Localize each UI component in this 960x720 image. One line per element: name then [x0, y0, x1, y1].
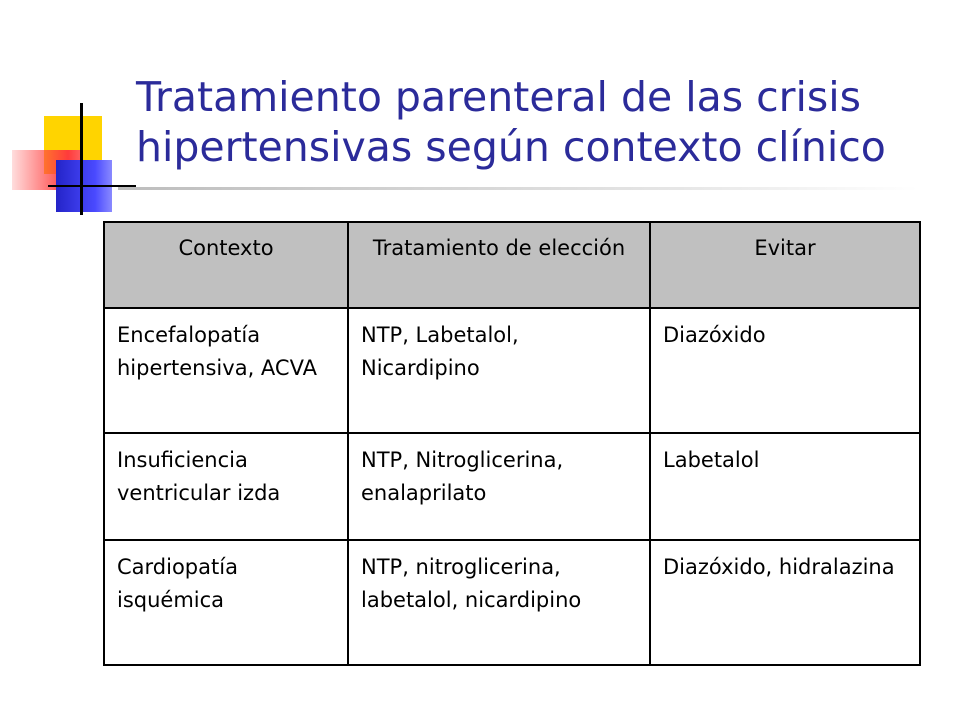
header-evitar: Evitar	[650, 222, 920, 308]
slide-title-line-1: Tratamiento parenteral de las crisis	[136, 73, 862, 121]
table-row	[104, 540, 920, 665]
cell-evitar: Labetalol	[650, 433, 920, 540]
slide-title-line-2: hipertensivas según contexto clínico	[136, 123, 886, 171]
header-tratamiento: Tratamiento de elección	[348, 222, 650, 308]
cell-contexto: Insuficiencia ventricular izda	[104, 433, 348, 540]
slide-title	[136, 72, 936, 172]
cell-contexto: Cardiopatía isquémica	[104, 540, 348, 665]
cell-evitar: Diazóxido	[650, 308, 920, 433]
table-row	[104, 433, 920, 540]
decorative-squares-logo	[0, 0, 140, 230]
cell-tratamiento: NTP, nitroglicerina, labetalol, nicardipino	[348, 540, 650, 665]
cell-tratamiento: NTP, Labetalol, Nicardipino	[348, 308, 650, 433]
header-contexto: Contexto	[104, 222, 348, 308]
cell-evitar: Diazóxido, hidralazina	[650, 540, 920, 665]
cell-tratamiento: NTP, Nitroglicerina, enalaprilato	[348, 433, 650, 540]
title-underline	[118, 187, 918, 190]
cell-contexto: Encefalopatía hipertensiva, ACVA	[104, 308, 348, 433]
vertical-line-shape	[80, 103, 83, 215]
treatment-table	[103, 221, 921, 666]
table-row	[104, 308, 920, 433]
table-header-row	[104, 222, 920, 308]
